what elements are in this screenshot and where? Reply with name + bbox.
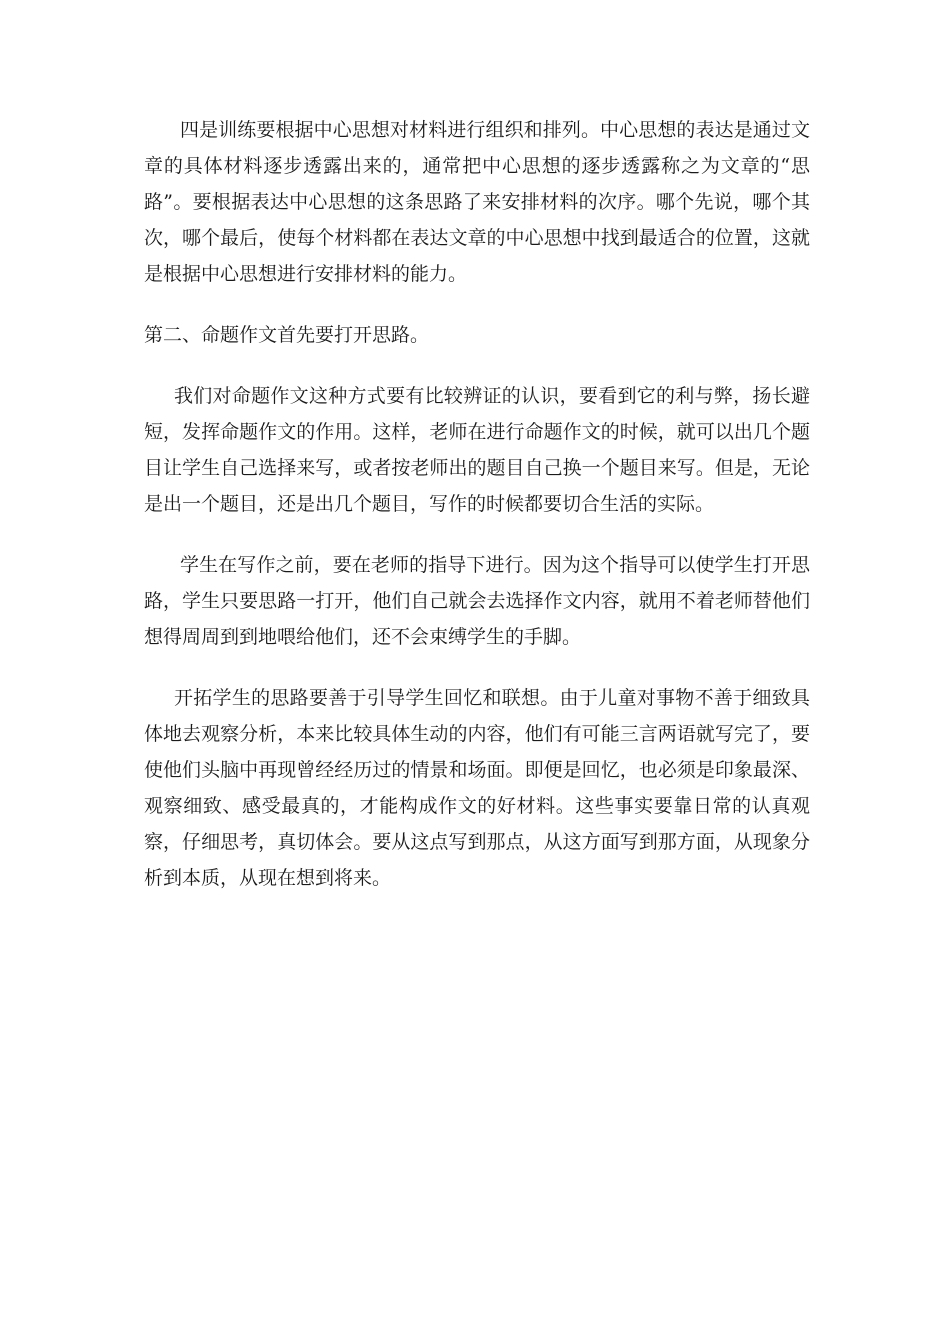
paragraph-recall-association: 开拓学生的思路要善于引导学生回忆和联想。由于儿童对事物不善于细致具体地去观察分析，本来比较具体生动的内容，他们有可能三言两语就写完了，要使他们头脑中再现曾经经历过的情景和场面。即便是回忆，也必须是印象最深、观察细致、感受最真的，才能构成作文的好材料。这些事实要靠日常的认真观察，仔细思考，真切体会。要从这点写到那点，从这方面写到那方面，从现象分析到本质，从现在想到将来。	[144, 687, 810, 889]
paragraph-organize-materials: 四是训练要根据中心思想对材料进行组织和排列。中心思想的表达是通过文章的具体材料逐步透露出来的，通常把中心思想的逐步透露称之为文章的“思路”。要根据表达中心思想的这条思路了来安排材料的次序。哪个先说，哪个其次，哪个最后，使每个材料都在表达文章的中心思想中找到最适合的位置，这就是根据中心思想进行安排材料的能力。	[144, 119, 810, 285]
paragraph-topic-writing: 我们对命题作文这种方式要有比较辨证的认识，要看到它的利与弊，扬长避短，发挥命题作文的作用。这样，老师在进行命题作文的时候，就可以出几个题目让学生自己选择来写，或者按老师出的题目自己换一个题目来写。但是，无论是出一个题目，还是出几个题目，写作的时候都要切合生活的实际。	[144, 385, 810, 515]
section-heading-open-thinking: 第二、命题作文首先要打开思路。	[144, 324, 430, 346]
document-body	[144, 112, 810, 921]
paragraph-teacher-guidance: 学生在写作之前，要在老师的指导下进行。因为这个指导可以使学生打开思路，学生只要思路一打开，他们自己就会去选择作文内容，就用不着老师替他们想得周周到到地喂给他们，还不会束缚学生的手脚。	[144, 554, 810, 648]
